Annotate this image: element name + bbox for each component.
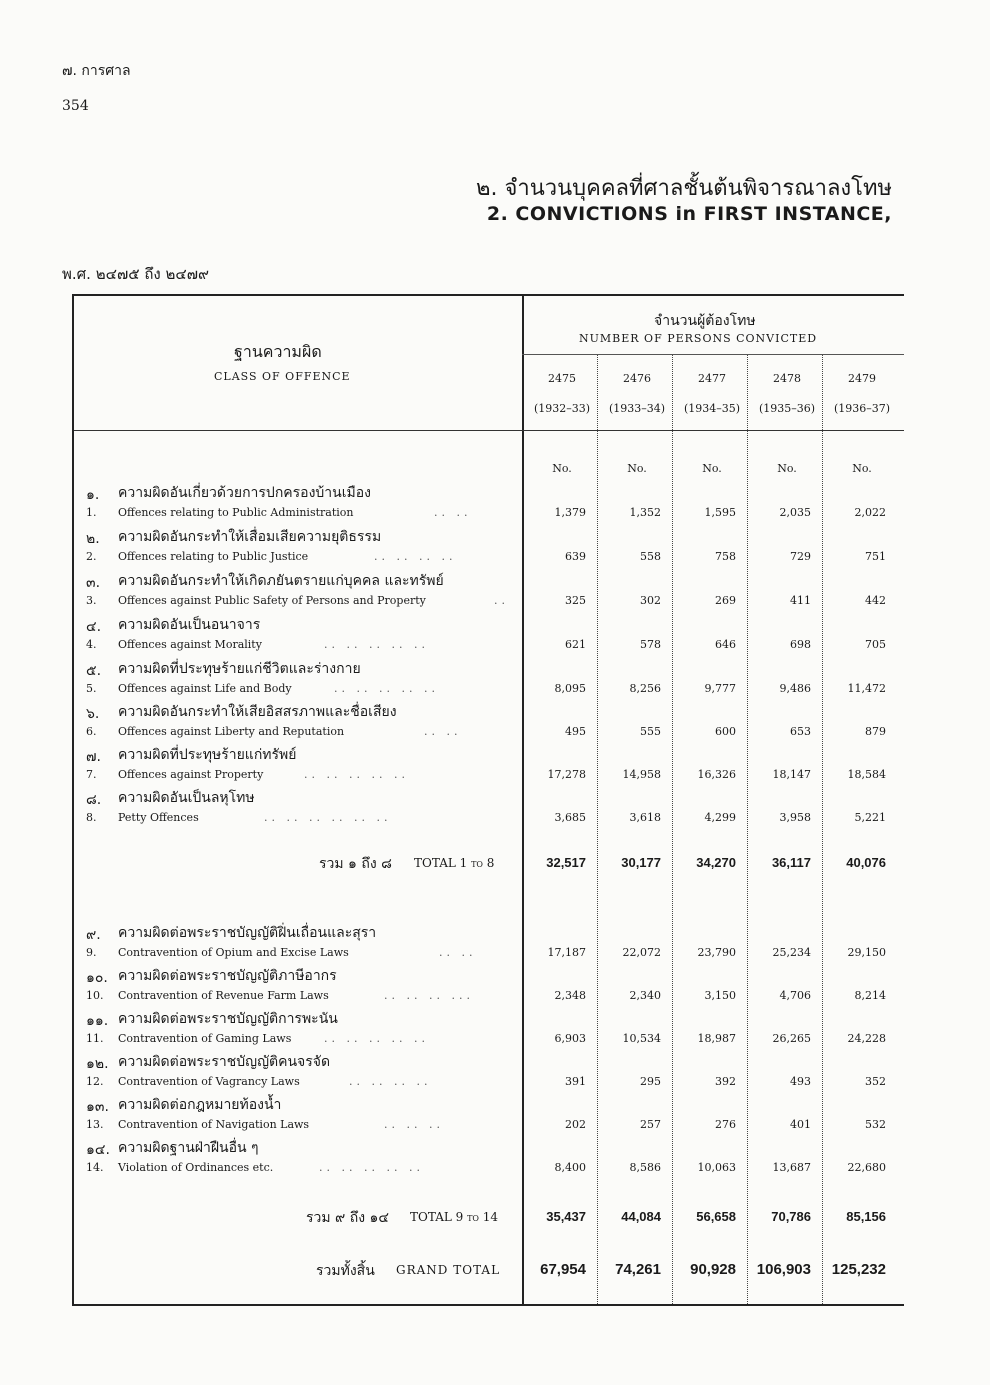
year-header: 2477 — [698, 372, 726, 385]
value-cell: 9,486 — [779, 682, 811, 695]
row-label: Petty Offences — [118, 811, 199, 824]
row-number: 13. — [86, 1118, 104, 1131]
value-cell: 8,586 — [629, 1161, 661, 1174]
row-label: Offences against Liberty and Reputation — [118, 725, 345, 738]
value-cell: 302 — [640, 594, 661, 607]
value-cell: 2,348 — [554, 989, 586, 1002]
row-thai-number: ๕. — [86, 663, 102, 679]
value-cell: 18,147 — [772, 768, 811, 781]
column-divider — [522, 296, 524, 1304]
leader-dots: .. .. .. .. — [349, 1075, 432, 1088]
value-cell: 1,595 — [704, 506, 736, 519]
value-cell: 751 — [865, 550, 886, 563]
grand-total-value: 67,954 — [540, 1261, 586, 1278]
row-number: 14. — [86, 1161, 104, 1174]
row-thai-label: ความผิดที่ประทุษร้ายแก่ทรัพย์ — [118, 747, 297, 763]
row-thai-label: ความผิดต่อพระราชบัญญัติคนจรจัด — [118, 1054, 331, 1070]
row-label: Contravention of Gaming Laws — [118, 1032, 292, 1045]
subtotal-label: TOTAL 1 to 8 — [414, 856, 495, 870]
year-header: 2475 — [548, 372, 576, 385]
class-header-english: CLASS OF OFFENCE — [214, 370, 351, 383]
value-cell: 729 — [790, 550, 811, 563]
value-cell: 325 — [565, 594, 586, 607]
value-cell: 352 — [865, 1075, 886, 1088]
value-cell: 257 — [640, 1118, 661, 1131]
unit-label: No. — [852, 462, 872, 475]
row-number: 7. — [86, 768, 97, 781]
table-title-english: 2. CONVICTIONS in FIRST INSTANCE, — [486, 203, 892, 225]
row-thai-label: ความผิดต่อพระราชบัญญัติฝิ่นเถื่อนและสุรา — [118, 925, 377, 941]
statistics-table — [72, 294, 904, 1306]
subtotal-value: 32,517 — [546, 855, 586, 870]
row-thai-label: ความผิดต่อกฎหมายท้องน้ำ — [118, 1097, 282, 1113]
convicted-header-thai: จำนวนผู้ต้องโทษ — [654, 313, 756, 329]
row-label: Contravention of Navigation Laws — [118, 1118, 310, 1131]
value-cell: 1,352 — [629, 506, 661, 519]
value-cell: 698 — [790, 638, 811, 651]
row-thai-number: ๓. — [86, 575, 101, 591]
unit-label: No. — [777, 462, 797, 475]
value-cell: 29,150 — [847, 946, 886, 959]
subtotal-value: 35,437 — [546, 1209, 586, 1224]
year-range: (1936–37) — [833, 402, 891, 415]
value-cell: 4,299 — [704, 811, 736, 824]
value-cell: 2,340 — [629, 989, 661, 1002]
row-number: 2. — [86, 550, 97, 563]
row-label: Offences relating to Public Administration — [118, 506, 354, 519]
value-cell: 401 — [790, 1118, 811, 1131]
value-cell: 558 — [640, 550, 661, 563]
leader-dots: .. .. .. .. — [374, 550, 457, 563]
value-cell: 23,790 — [697, 946, 736, 959]
value-cell: 411 — [790, 594, 811, 607]
table-title-thai: ๒. จำนวนบุคคลที่ศาลชั้นต้นพิจารณาลงโทษ — [475, 176, 892, 201]
value-cell: 621 — [565, 638, 586, 651]
row-thai-number: ๑๑. — [86, 1013, 109, 1029]
row-thai-label: ความผิดที่ประทุษร้ายแก่ชีวิตและร่างกาย — [118, 661, 361, 677]
row-thai-number: ๖. — [86, 706, 100, 722]
leader-dots: .. .. — [434, 506, 472, 519]
column-divider — [747, 354, 748, 1304]
value-cell: 9,777 — [704, 682, 736, 695]
row-thai-number: ๒. — [86, 531, 100, 547]
value-cell: 14,958 — [622, 768, 661, 781]
grand-total-label-thai: รวมทั้งสิ้น — [316, 1263, 375, 1279]
class-header-thai: ฐานความผิด — [234, 342, 322, 361]
year-header: 2476 — [623, 372, 651, 385]
grand-total-label: GRAND TOTAL — [396, 1263, 501, 1277]
value-cell: 8,214 — [854, 989, 886, 1002]
leader-dots: .. .. .. .. .. .. — [264, 811, 392, 824]
value-cell: 10,534 — [622, 1032, 661, 1045]
value-cell: 4,706 — [779, 989, 811, 1002]
row-thai-number: ๘. — [86, 792, 102, 808]
value-cell: 8,095 — [554, 682, 586, 695]
value-cell: 2,022 — [854, 506, 886, 519]
column-divider — [822, 354, 823, 1304]
value-cell: 18,584 — [847, 768, 886, 781]
row-label: Offences against Life and Body — [118, 682, 292, 695]
leader-dots: .. .. .. .. .. — [324, 638, 429, 651]
convicted-header-english: NUMBER OF PERSONS CONVICTED — [579, 332, 818, 345]
value-cell: 442 — [865, 594, 886, 607]
year-range: (1934–35) — [683, 402, 741, 415]
row-label: Violation of Ordinances etc. — [118, 1161, 274, 1174]
header-rule — [74, 430, 904, 431]
subtotal-value: 56,658 — [696, 1209, 736, 1224]
row-thai-number: ๑๐. — [86, 970, 108, 986]
value-cell: 653 — [790, 725, 811, 738]
row-number: 4. — [86, 638, 97, 651]
leader-dots: .. .. .. ... — [384, 989, 474, 1002]
value-cell: 555 — [640, 725, 661, 738]
row-thai-number: ๑๒. — [86, 1056, 109, 1072]
year-range: (1933–34) — [608, 402, 666, 415]
row-thai-number: ๔. — [86, 619, 102, 635]
leader-dots: .. .. .. — [384, 1118, 444, 1131]
row-thai-label: ความผิดต่อพระราชบัญญัติการพะนัน — [118, 1011, 338, 1027]
leader-dots: .. .. — [424, 725, 462, 738]
grand-total-value: 74,261 — [615, 1261, 661, 1278]
row-thai-label: ความผิดอันเป็นอนาจาร — [118, 617, 261, 633]
grand-total-value: 90,928 — [690, 1261, 736, 1278]
row-label: Contravention of Revenue Farm Laws — [118, 989, 329, 1002]
value-cell: 25,234 — [772, 946, 811, 959]
row-thai-number: ๙. — [86, 927, 101, 943]
subtotal-label-thai: รวม ๑ ถึง ๘ — [319, 856, 392, 872]
row-thai-label: ความผิดอันกระทำให้เสื่อมเสียความยุติธรรม — [118, 529, 382, 545]
value-cell: 17,187 — [547, 946, 586, 959]
value-cell: 11,472 — [847, 682, 886, 695]
value-cell: 879 — [865, 725, 886, 738]
leader-dots: .. .. .. .. .. — [319, 1161, 424, 1174]
unit-label: No. — [627, 462, 647, 475]
value-cell: 646 — [715, 638, 736, 651]
value-cell: 639 — [565, 550, 586, 563]
value-cell: 495 — [565, 725, 586, 738]
value-cell: 22,680 — [847, 1161, 886, 1174]
year-header: 2478 — [773, 372, 801, 385]
unit-label: No. — [702, 462, 722, 475]
leader-dots: .. .. .. .. .. — [334, 682, 439, 695]
subtotal-label: TOTAL 9 to 14 — [410, 1210, 499, 1224]
year-range: (1935–36) — [758, 402, 816, 415]
value-cell: 8,400 — [554, 1161, 586, 1174]
value-cell: 295 — [640, 1075, 661, 1088]
value-cell: 16,326 — [697, 768, 736, 781]
value-cell: 532 — [865, 1118, 886, 1131]
row-number: 6. — [86, 725, 97, 738]
row-thai-label: ความผิดฐานฝ่าฝืนอื่น ๆ — [118, 1140, 259, 1156]
value-cell: 13,687 — [772, 1161, 811, 1174]
subtotal-label-thai: รวม ๙ ถึง ๑๔ — [306, 1210, 390, 1226]
column-divider — [672, 354, 673, 1304]
subtotal-value: 70,786 — [771, 1209, 811, 1224]
row-label: Contravention of Vagrancy Laws — [118, 1075, 300, 1088]
value-cell: 202 — [565, 1118, 586, 1131]
row-thai-label: ความผิดอันเกี่ยวด้วยการปกครองบ้านเมือง — [118, 485, 371, 501]
row-label: Offences relating to Public Justice — [118, 550, 309, 563]
value-cell: 17,278 — [547, 768, 586, 781]
subtotal-value: 30,177 — [621, 855, 661, 870]
value-cell: 1,379 — [554, 506, 586, 519]
row-number: 12. — [86, 1075, 104, 1088]
year-range: (1932–33) — [533, 402, 591, 415]
value-cell: 269 — [715, 594, 736, 607]
section-heading: ๗. การศาล — [62, 63, 131, 79]
row-number: 9. — [86, 946, 97, 959]
value-cell: 10,063 — [697, 1161, 736, 1174]
row-number: 1. — [86, 506, 97, 519]
page-number: 354 — [62, 98, 89, 114]
value-cell: 5,221 — [854, 811, 886, 824]
row-number: 3. — [86, 594, 97, 607]
row-number: 10. — [86, 989, 104, 1002]
row-label: Offences against Morality — [118, 638, 262, 651]
value-cell: 3,618 — [629, 811, 661, 824]
row-number: 5. — [86, 682, 97, 695]
row-thai-number: ๑๓. — [86, 1099, 109, 1115]
value-cell: 2,035 — [779, 506, 811, 519]
row-thai-label: ความผิดอันเป็นลหุโทษ — [118, 790, 255, 806]
value-cell: 600 — [715, 725, 736, 738]
value-cell: 392 — [715, 1075, 736, 1088]
subtotal-value: 44,084 — [621, 1209, 661, 1224]
year-header: 2479 — [848, 372, 876, 385]
grand-total-value: 106,903 — [756, 1261, 811, 1278]
row-label: Contravention of Opium and Excise Laws — [118, 946, 349, 959]
row-number: 8. — [86, 811, 97, 824]
leader-dots: .. — [494, 594, 509, 607]
leader-dots: .. .. .. .. .. — [304, 768, 409, 781]
value-cell: 578 — [640, 638, 661, 651]
leader-dots: .. .. — [439, 946, 477, 959]
row-label: Offences against Property — [118, 768, 264, 781]
value-cell: 22,072 — [622, 946, 661, 959]
row-number: 11. — [86, 1032, 104, 1045]
leader-dots: .. .. .. .. .. — [324, 1032, 429, 1045]
value-cell: 493 — [790, 1075, 811, 1088]
value-cell: 705 — [865, 638, 886, 651]
value-cell: 8,256 — [629, 682, 661, 695]
value-cell: 758 — [715, 550, 736, 563]
value-cell: 3,150 — [704, 989, 736, 1002]
value-cell: 391 — [565, 1075, 586, 1088]
unit-label: No. — [552, 462, 572, 475]
value-cell: 3,685 — [554, 811, 586, 824]
row-thai-label: ความผิดต่อพระราชบัญญัติภาษีอากร — [118, 968, 337, 984]
value-cell: 3,958 — [779, 811, 811, 824]
subtotal-value: 36,117 — [771, 855, 811, 870]
subtotal-value: 40,076 — [846, 855, 886, 870]
row-thai-label: ความผิดอันกระทำให้เสียอิสสรภาพและชื่อเสียง — [118, 704, 397, 720]
value-cell: 276 — [715, 1118, 736, 1131]
row-thai-label: ความผิดอันกระทำให้เกิดภยันตรายแก่บุคคล และทรัพย์ — [118, 573, 444, 589]
era-range: พ.ศ. ๒๔๗๕ ถึง ๒๔๗๙ — [62, 265, 210, 283]
row-thai-number: ๗. — [86, 749, 101, 765]
value-cell: 24,228 — [847, 1032, 886, 1045]
column-divider — [597, 354, 598, 1304]
value-cell: 18,987 — [697, 1032, 736, 1045]
value-cell: 26,265 — [772, 1032, 811, 1045]
subtotal-value: 34,270 — [696, 855, 736, 870]
grand-total-value: 125,232 — [831, 1261, 886, 1278]
row-label: Offences against Public Safety of Persons and Property — [118, 594, 426, 607]
value-cell: 6,903 — [554, 1032, 586, 1045]
row-thai-number: ๑๔. — [86, 1142, 110, 1158]
header-rule — [522, 354, 904, 355]
subtotal-value: 85,156 — [846, 1209, 886, 1224]
row-thai-number: ๑. — [86, 487, 100, 503]
